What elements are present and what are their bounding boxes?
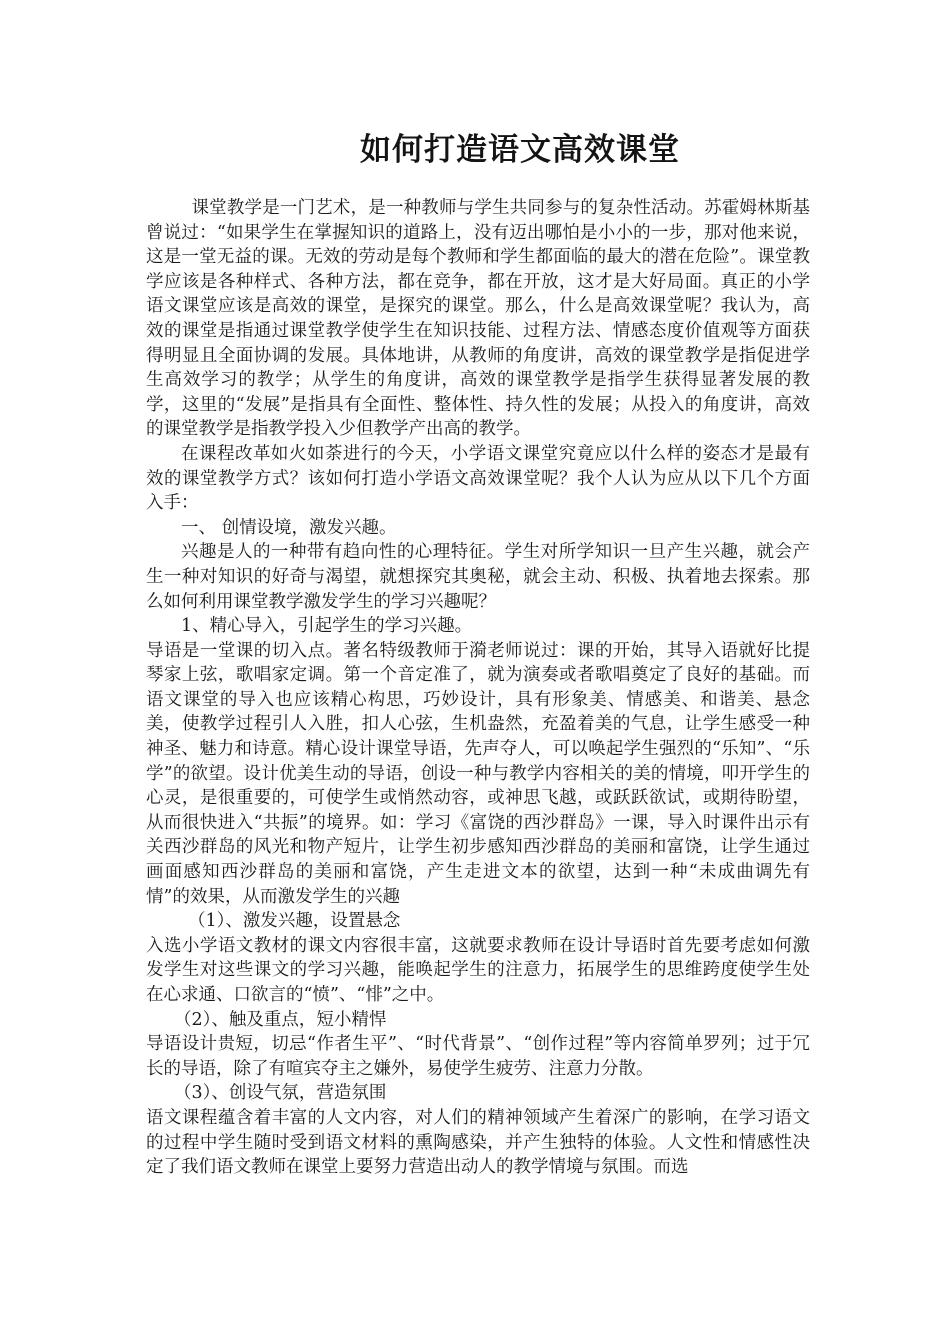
paragraph-interest: 兴趣是人的一种带有趋向性的心理特征。学生对所学知识一旦产生兴趣，就会产生一种对知识的好奇与渴望，就想探究其奥秘，就会主动、积极、执着地去探索。那么如何利用课堂教学激发学生的学习兴趣呢？: [146, 542, 810, 612]
point-heading-2: （2）、触及重点，短小精悍: [174, 1009, 387, 1030]
document-body: [146, 196, 810, 1180]
point-heading-3: （3）、创设气氛，营造氛围: [174, 1083, 387, 1104]
paragraph-point-3: 语文课程蕴含着丰富的人文内容，对人们的精神领域产生着深广的影响，在学习语文的过程中学生随时受到语文材料的熏陶感染，并产生独特的体验。人文性和情感性决定了我们语文教师在课堂上要努力营造出动人的教学情境与氛围。而选: [146, 1107, 810, 1178]
point-heading-1: （1）、激发兴趣，设置悬念: [188, 911, 401, 932]
paragraph-point-1: 入选小学语文教材的课文内容很丰富，这就要求教师在设计导语时首先要考虑如何激发学生对这些课文的学习兴趣，能唤起学生的注意力，拓展学生的思维跨度使学生处在心求通、口欲言的“愤”、“悱”之中。: [146, 935, 810, 1005]
section-heading-1: 一、 创情设境，激发兴趣。: [181, 517, 397, 538]
page-title: 如何打造语文高效课堂: [360, 132, 680, 168]
paragraph-intro: 课堂教学是一门艺术，是一种教师与学生共同参与的复杂性活动。苏霍姆林斯基曾说过：“如果学生在掌握知识的道路上，没有迈出哪怕是小小的一步，那对他来说，这是一堂无益的课。无效的劳动是每个教师和学生都面临的最大的潜在危险”。课堂教学应该是各种样式、各种方法，都在竞争，都在开放，这才是大好局面。真正的小学语文课堂应该是高效的课堂，是探究的课堂。那么，什么是高效课堂呢？我认为，高效的课堂是指通过课堂教学使学生在知识技能、过程方法、情感态度价值观等方面获得明显且全面协调的发展。具体地讲，从教师的角度讲，高效的课堂教学是指促进学生高效学习的教学；从学生的角度讲，高效的课堂教学是指学生获得显著发展的教学，这里的“发展”是指具有全面性、整体性、持久性的发展；从投入的角度讲，高效的课堂教学是指教学投入少但教学产出高的教学。: [146, 198, 810, 440]
subsection-heading-1: 1、精心导入，引起学生的学习兴趣。: [181, 616, 473, 637]
paragraph-question: 在课程改革如火如荼进行的今天，小学语文课堂究竟应以什么样的姿态才是最有效的课堂教学方式？该如何打造小学语文高效课堂呢？我个人认为应从以下几个方面入手：: [146, 443, 810, 514]
paragraph-introduction-method: 导语是一堂课的切入点。著名特级教师于漪老师说过：课的开始，其导入语就好比提琴家上弦，歌唱家定调。第一个音定准了，就为演奏或者歌唱奠定了良好的基础。而语文课堂的导入也应该精心构思，巧妙设计，具有形象美、情感美、和谐美、悬念美，使教学过程引人入胜，扣人心弦，生机盎然，充盈着美的气息，让学生感受一种神圣、魅力和诗意。精心设计课堂导语，先声夺人，可以唤起学生强烈的“乐知”、“乐学”的欲望。设计优美生动的导语，创设一种与教学内容相关的美的情境，叩开学生的心灵，是很重要的，可使学生或悄然动容，或神思飞越，或跃跃欲试，或期待盼望，从而很快进入“共振”的境界。如：学习《富饶的西沙群岛》一课，导入时课件出示有关西沙群岛的风光和物产短片，让学生初步感知西沙群岛的美丽和富饶，让学生通过画面感知西沙群岛的美丽和富饶，产生走进文本的欲望，达到一种“未成曲调先有情”的效果，从而激发学生的兴趣: [146, 640, 810, 907]
paragraph-point-2: 导语设计贵短，切忌“作者生平”、“时代背景”、“创作过程”等内容简单罗列；过于冗长的导语，除了有喧宾夺主之嫌外，易使学生疲劳、注意力分散。: [146, 1034, 810, 1079]
